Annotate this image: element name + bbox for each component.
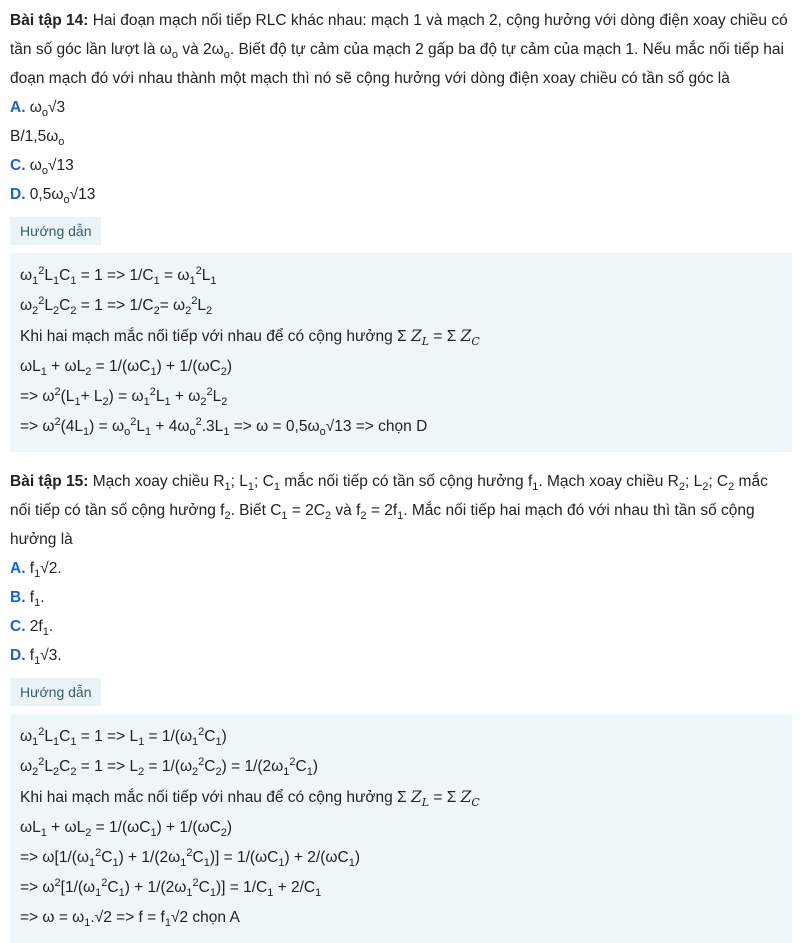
exercise-14-label: Bài tập 14:	[10, 12, 89, 29]
exercise-15-guide-button[interactable]: Hướng dẫn	[10, 678, 101, 706]
exercise-14-question: Bài tập 14: Hai đoạn mạch nối tiếp RLC khác nhau: mạch 1 và mạch 2, cộng hưởng với dòng điện xoay chiều có tần số góc lần lượt là $\omega_o$ và $2\omega_o$. Biết độ tự cảm của mạch 2 gấp ba độ tự cảm của mạch 1. Nếu mắc nối tiếp hai đoạn mạch đó với nhau thành một mạch thì nó sẽ cộng hưởng với dòng điện xoay chiều có tần số góc là	[10, 12, 788, 87]
exercise-14-option-b: $B/1,5\omega_o$	[10, 128, 65, 149]
exercise-15-option-d: D. $f_1√3$.	[10, 647, 62, 668]
exercise-15-solution: $\omega_1^2L_1C_1 = 1 => L_1 = 1/(\omega_1^2C_1)$ $\omega_2^2L_2C_2 = 1 => L_2 = 1/(\omega_2^2C_2) = 1/(2\omega_1^2C_1)$ Khi hai mạch mắc nối tiếp với nhau để có cộng hưởng Σ $Z_L = \Sigma$ $Z_C$ $\omega L_1 + \omega L_2 = 1/(\omega C_1) + 1/(\omega C_2)$ => $\omega[1/(\omega_1^2C_1) + 1/(2\omega_1^2C_1)] = 1/(\omega C_1) + 2/(\omega C_1)$ => $\omega^2[1/(\omega_1^2C_1) + 1/(2\omega_1^2C_1)] = 1/C_1 + 2/C_1$ => $\omega = \omega_1.√2 => f = f_1√2$ chọn A	[10, 714, 792, 943]
exercise-14-option-d: D. $0,5\omega_o√13$	[10, 186, 96, 207]
exercise-15-label: Bài tập 15:	[10, 473, 89, 490]
exercise-15-option-b: B. $f_1$.	[10, 589, 45, 610]
exercise-15-question: Bài tập 15: Mạch xoay chiều $R_1$; $L_1$; $C_1$ mắc nối tiếp có tần số cộng hưởng $f_1$. Mạch xoay chiều $R_2$; $L_2$; $C_2$ mắc nối tiếp có tần số cộng hưởng $f_2$. Biết $C_1 = 2C_2$ và $f_2 = 2f_1$. Mắc nối tiếp hai mạch đó với nhau thì tần số cộng hưởng là	[10, 473, 768, 548]
exercise-14-option-a: A. $\omega_o√3$	[10, 99, 66, 120]
exercise-15-option-a: A. $f_1√2$.	[10, 560, 62, 581]
exercise-15-option-c: C. $2f_1$.	[10, 618, 54, 639]
exercise-14-guide-button[interactable]: Hướng dẫn	[10, 217, 101, 245]
exercise-14-solution: $\omega_1^2L_1C_1 = 1 => 1/C_1 = \omega_1^2L_1$ $\omega_2^2L_2C_2 = 1 => 1/C_2= \omega_2^2L_2$ Khi hai mạch mắc nối tiếp với nhau để có cộng hưởng Σ $Z_L = \Sigma$ $Z_C$ $\omega L_1 + \omega L_2 = 1/(\omega C_1) + 1/(\omega C_2)$ => $\omega^2(L_1+ L_2) = \omega_1^2L_1 + \omega_2^2L_2$ => $\omega^2(4L_1) = \omega_o^2L_1 + 4\omega_o^2.3L_1 => \omega = 0,5\omega_o√13$ => chọn D	[10, 253, 792, 452]
exercise-14-option-c: C. $\omega_o√13$	[10, 157, 74, 178]
